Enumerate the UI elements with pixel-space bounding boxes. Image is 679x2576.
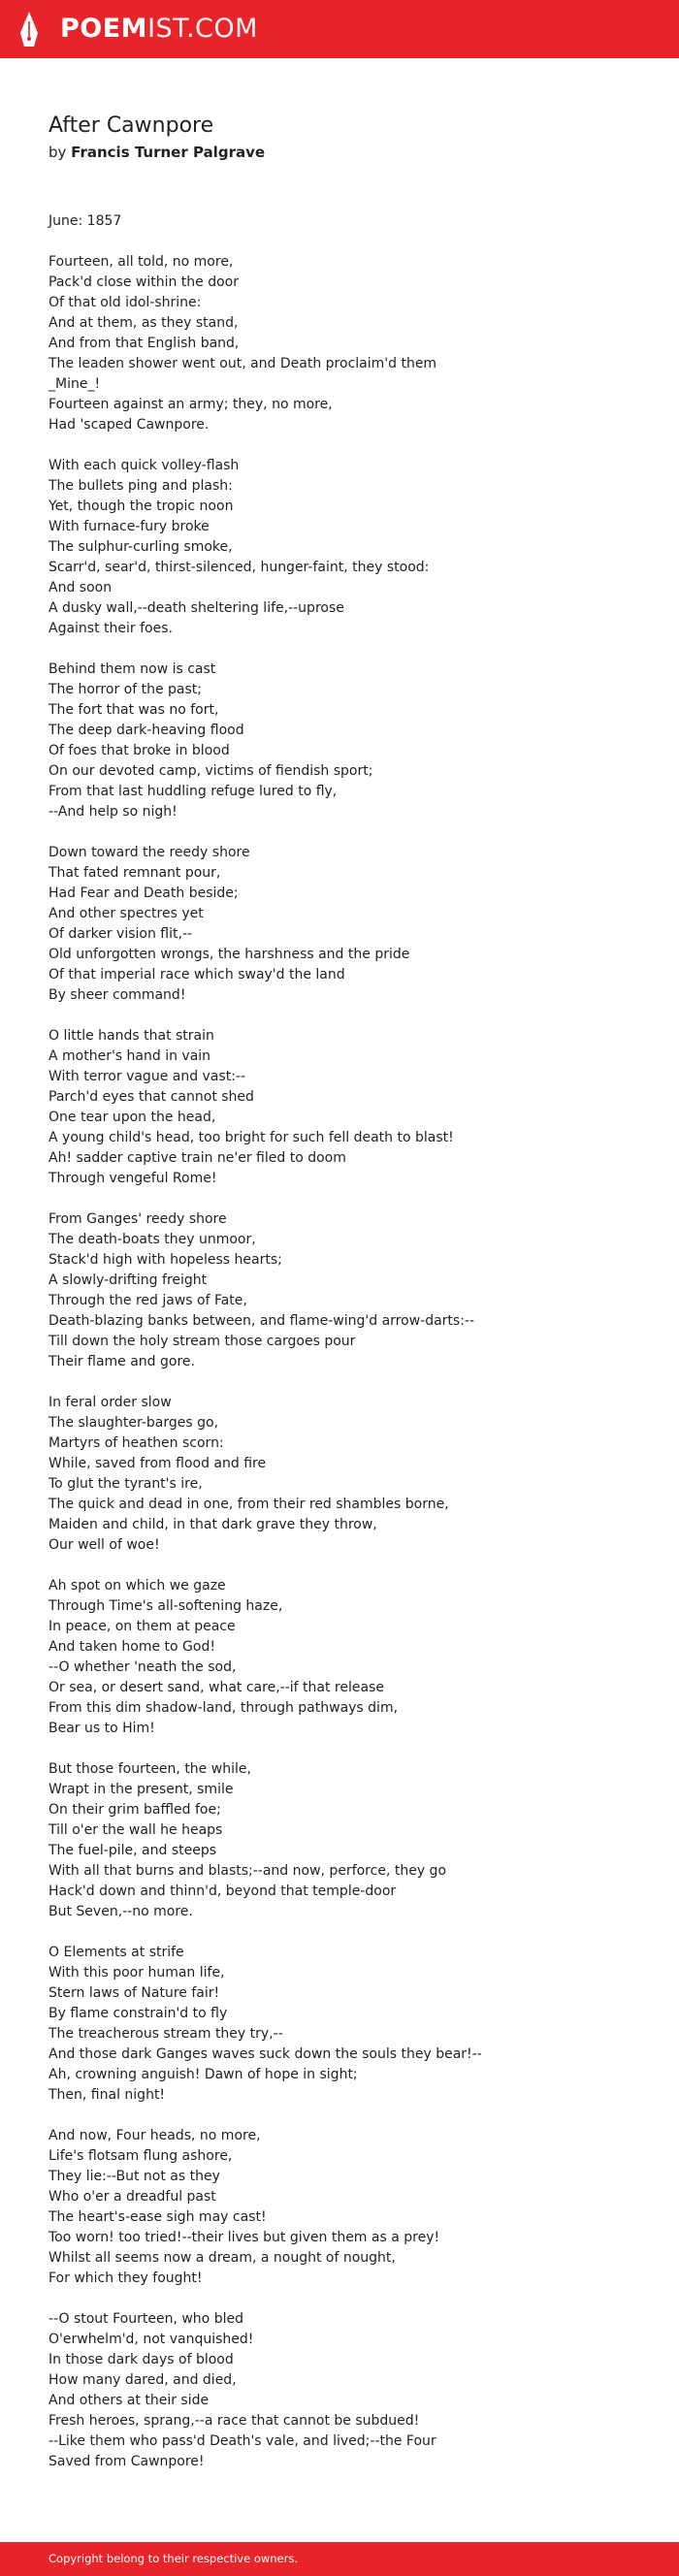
poem-line: Had Fear and Death beside;	[48, 886, 239, 901]
poem-line: _Mine_!	[48, 376, 101, 392]
poem-line: Fourteen, all told, no more,	[48, 254, 234, 270]
poem-line: Ah! sadder captive train ne'er filed to doom	[48, 1150, 346, 1166]
poem-line: Then, final night!	[48, 2087, 166, 2103]
poem-title: After Cawnpore	[48, 113, 214, 138]
poem-line: Hack'd down and thinn'd, beyond that temple-door	[48, 1884, 397, 1899]
poem-line: Of foes that broke in blood	[48, 743, 230, 758]
poem-line: The horror of the past;	[48, 682, 202, 697]
poem-line: Fresh heroes, sprang,--a race that cannot be subdued!	[48, 2413, 420, 2429]
poem-line: Behind them now is cast	[48, 661, 216, 677]
poem-line: --O stout Fourteen, who bled	[48, 2311, 243, 2327]
poem-line: Through the red jaws of Fate,	[48, 1293, 247, 1308]
poem-line: Fourteen against an army; they, no more,	[48, 397, 333, 412]
poem-line: The heart's-ease sigh may cast!	[48, 2209, 267, 2225]
poem-line: Stern laws of Nature fair!	[48, 1985, 220, 2001]
poem-line: That fated remnant pour,	[48, 865, 221, 881]
poem-body	[48, 211, 650, 2493]
poem-stanza	[48, 211, 650, 232]
poem-line: Of darker vision flit,--	[48, 926, 193, 942]
poem-line: By flame constrain'd to fly	[48, 2006, 228, 2021]
poem-line: The fuel-pile, and steeps	[48, 1843, 217, 1858]
poem-line: On their grim baffled foe;	[48, 1802, 221, 1818]
poem-line: The leaden shower went out, and Death proclaim'd them	[48, 356, 437, 371]
poem-line: But Seven,--no more.	[48, 1904, 193, 1919]
poem-line: Old unforgotten wrongs, the harshness and the pride	[48, 947, 410, 962]
poem-line: Whilst all seems now a dream, a nought of nought,	[48, 2250, 396, 2266]
copyright-text: Copyright belong to their respective owners.	[48, 2552, 299, 2565]
poem-stanza	[48, 1759, 650, 1922]
poem-line: A slowly-drifting freight	[48, 1272, 208, 1288]
poem-line: Against their foes.	[48, 621, 173, 636]
poem-line: The bullets ping and plash:	[48, 478, 233, 494]
poem-stanza	[48, 1209, 650, 1372]
poem-line: Had 'scaped Cawnpore.	[48, 417, 210, 433]
poem-line: Saved from Cawnpore!	[48, 2454, 205, 2469]
poem-line: O little hands that strain	[48, 1028, 214, 1044]
poem-line: Of that imperial race which sway'd the land	[48, 967, 345, 982]
poem-line: Of that old idol-shrine:	[48, 295, 202, 310]
poem-line: How many dared, and died,	[48, 2372, 237, 2388]
poem-line: One tear upon the head,	[48, 1110, 216, 1125]
poem-line: O Elements at strife	[48, 1945, 184, 1960]
poem-byline	[48, 143, 265, 162]
poem-line: --And help so nigh!	[48, 804, 178, 820]
poem-line: With furnace-fury broke	[48, 519, 210, 534]
poem-line: By sheer command!	[48, 987, 186, 1003]
poem-line: In peace, on them at peace	[48, 1619, 236, 1634]
poem-line: With this poor human life,	[48, 1965, 225, 1980]
poem-stanza	[48, 1576, 650, 1739]
logo-bold-text: POEM	[60, 14, 148, 44]
poem-line: Ah spot on which we gaze	[48, 1578, 226, 1594]
poem-stanza	[48, 660, 650, 822]
site-logo[interactable]	[60, 13, 258, 46]
poem-line: A dusky wall,--death sheltering life,--uprose	[48, 600, 344, 616]
poem-line: In those dark days of blood	[48, 2352, 234, 2367]
poem-line: Through Time's all-softening haze,	[48, 1598, 283, 1614]
poem-line: In feral order slow	[48, 1395, 172, 1410]
poem-line: Yet, though the tropic noon	[48, 499, 234, 514]
poem-line: Bear us to Him!	[48, 1721, 155, 1736]
poem-line: Parch'd eyes that cannot shed	[48, 1089, 254, 1105]
poem-stanza	[48, 843, 650, 1006]
poem-line: With all that burns and blasts;--and now, perforce, they go	[48, 1863, 447, 1879]
poem-line: Or sea, or desert sand, what care,--if that release	[48, 1680, 384, 1695]
poem-stanza	[48, 1943, 650, 2106]
poem-line: With each quick volley-flash	[48, 458, 240, 473]
poem-line: And taken home to God!	[48, 1639, 215, 1655]
poem-line: And from that English band,	[48, 336, 240, 351]
by-label: by	[48, 144, 72, 161]
poem-line: Stack'd high with hopeless hearts;	[48, 1252, 282, 1268]
poem-stanza	[48, 2309, 650, 2472]
poem-line: And at them, as they stand,	[48, 315, 239, 331]
poem-line: A young child's head, too bright for such fell death to blast!	[48, 1130, 454, 1145]
poem-line: To glut the tyrant's ire,	[48, 1476, 203, 1492]
poem-line: June: 1857	[48, 213, 122, 229]
poem-line: The quick and dead in one, from their red shambles borne,	[48, 1497, 449, 1512]
poem-line: And others at their side	[48, 2393, 210, 2408]
poem-line: While, saved from flood and fire	[48, 1456, 267, 1471]
poem-line: On our devoted camp, victims of fiendish sport;	[48, 763, 373, 779]
poem-stanza	[48, 456, 650, 639]
poem-line: From Ganges' reedy shore	[48, 1211, 227, 1227]
poem-line: Our well of woe!	[48, 1537, 160, 1553]
poem-line: Martyrs of heathen scorn:	[48, 1435, 224, 1451]
poem-line: A mother's hand in vain	[48, 1048, 211, 1064]
poem-line: And soon	[48, 580, 113, 596]
poem-line: Pack'd close within the door	[48, 274, 240, 290]
poem-stanza	[48, 1393, 650, 1556]
poem-stanza	[48, 1026, 650, 1189]
poem-line: The deep dark-heaving flood	[48, 723, 244, 738]
logo-rest-text: IST.COM	[147, 14, 258, 44]
poem-line: Wrapt in the present, smile	[48, 1782, 234, 1797]
author-link[interactable]: Francis Turner Palgrave	[71, 144, 266, 161]
poem-line: Life's flotsam flung ashore,	[48, 2148, 233, 2164]
poem-line: The fort that was no fort,	[48, 702, 219, 718]
poem-line: Down toward the reedy shore	[48, 845, 250, 860]
poem-line: The slaughter-barges go,	[48, 1415, 219, 1431]
poem-line: Who o'er a dreadful past	[48, 2189, 216, 2205]
poem-line: Maiden and child, in that dark grave they throw,	[48, 1517, 377, 1532]
poem-line: Death-blazing banks between, and flame-wing'd arrow-darts:--	[48, 1313, 475, 1329]
poem-line: But those fourteen, the while,	[48, 1761, 251, 1777]
poem-line: With terror vague and vast:--	[48, 1069, 246, 1084]
poem-line: The death-boats they unmoor,	[48, 1232, 256, 1247]
site-footer	[0, 2542, 679, 2576]
poem-line: Till o'er the wall he heaps	[48, 1822, 223, 1838]
poem-line: Their flame and gore.	[48, 1354, 195, 1369]
poem-line: Too worn! too tried!--their lives but given them as a prey!	[48, 2230, 440, 2245]
site-header	[0, 0, 679, 58]
poem-stanza	[48, 252, 650, 435]
poem-line: --Like them who pass'd Death's vale, and lived;--the Four	[48, 2433, 436, 2449]
poem-line: Ah, crowning anguish! Dawn of hope in sight;	[48, 2067, 358, 2082]
poem-line: From that last huddling refuge lured to fly,	[48, 784, 338, 799]
poem-line: They lie:--But not as they	[48, 2169, 220, 2184]
poem-line: From this dim shadow-land, through pathways dim,	[48, 1700, 399, 1716]
poem-line: The sulphur-curling smoke,	[48, 539, 233, 555]
poem-line: The treacherous stream they try,--	[48, 2026, 283, 2042]
poem-line: And other spectres yet	[48, 906, 204, 921]
fountain-pen-nib-icon[interactable]	[18, 10, 40, 48]
poem-line: --O whether 'neath the sod,	[48, 1659, 237, 1675]
poem-line: Till down the holy stream those cargoes pour	[48, 1334, 356, 1349]
poem-stanza	[48, 2126, 650, 2289]
poem-line: O'erwhelm'd, not vanquished!	[48, 2332, 254, 2347]
poem-line: For which they fought!	[48, 2270, 203, 2286]
poem-line: Scarr'd, sear'd, thirst-silenced, hunger-faint, they stood:	[48, 560, 430, 575]
poem-line: Through vengeful Rome!	[48, 1171, 217, 1186]
poem-line: And now, Four heads, no more,	[48, 2128, 261, 2143]
poem-line: And those dark Ganges waves suck down the souls they bear!--	[48, 2046, 482, 2062]
